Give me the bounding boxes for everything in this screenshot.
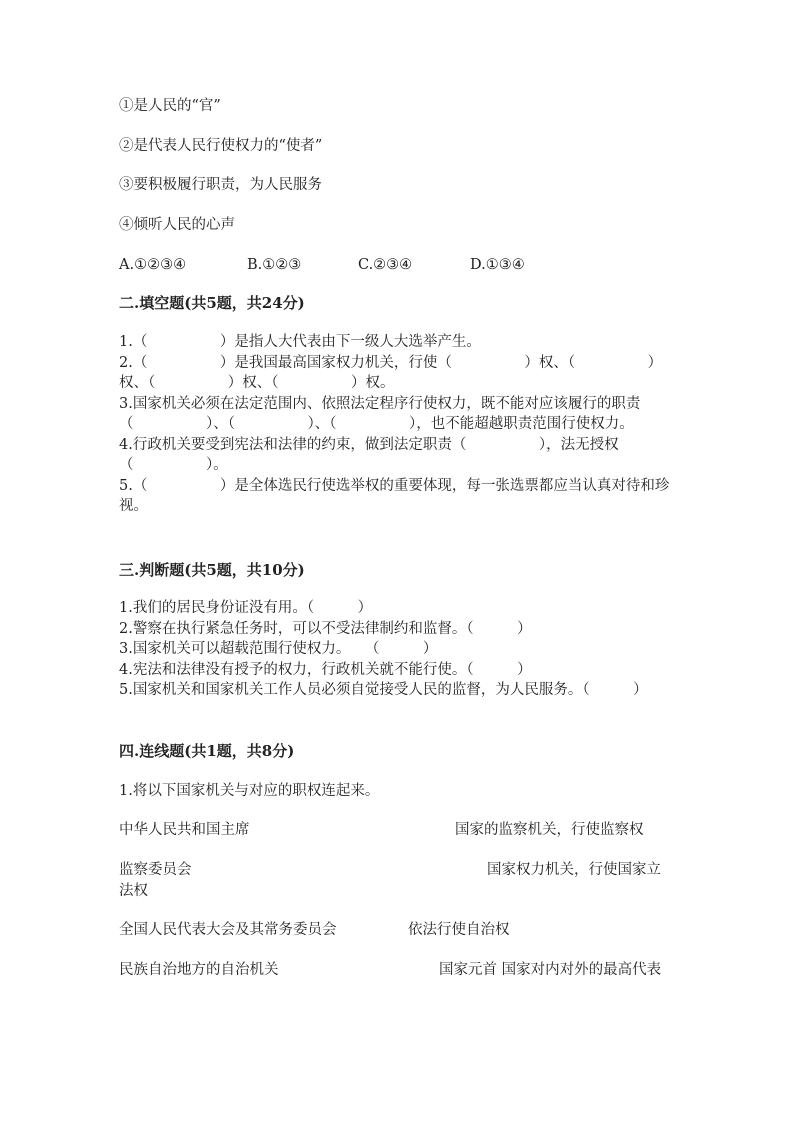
judgement-item: 2.警察在执行紧急任务时，可以不受法律制约和监督。（ ） xyxy=(119,620,532,637)
choice-a: A.①②③④ xyxy=(119,257,187,273)
matching-left-item: 民族自治地方的自治机关 xyxy=(119,962,279,978)
matching-right-item: 国家权力机关，行使国家立法权 xyxy=(119,862,661,899)
option-1: ①是人民的“官” xyxy=(119,98,221,114)
judgement-list xyxy=(119,598,674,701)
section-title-matching: 四.连线题(共1题，共8分) xyxy=(119,742,295,760)
option-2: ②是代表人民行使权力的“使者” xyxy=(119,138,323,154)
matching-left-item: 全国人民代表大会及其常务委员会 xyxy=(119,922,337,938)
matching-left-item: 中华人民共和国主席 xyxy=(119,822,250,838)
choice-d: D.①③④ xyxy=(470,257,525,273)
matching-right-item: 依法行使自治权 xyxy=(408,922,510,938)
matching-right-item: 国家元首 国家对内对外的最高代表 xyxy=(439,962,662,978)
section-title-judgement: 三.判断题(共5题，共10分) xyxy=(119,561,305,579)
matching-right-item: 国家的监察机关，行使监察权 xyxy=(455,822,644,838)
judgement-item: 1.我们的居民身份证没有用。（ ） xyxy=(119,600,373,616)
fill-blank-item: 3.国家机关必须在法定范围内、依照法定程序行使权力，既不能对应该履行的职责（ ）、（ ）、（ ），也不能超越职责范围行使权力。 xyxy=(119,395,641,432)
fill-blank-item: 4.行政机关要受到宪法和法律的约束，做到法定职责（ ），法无授权（ ）。 xyxy=(119,436,619,473)
judgement-item: 3.国家机关可以超载范围行使权力。 （ ） xyxy=(119,641,438,657)
fill-blank-item: 1.（ ）是指人大代表由下一级人大选举产生。 xyxy=(119,334,481,350)
matching-left-item: 监察委员会 xyxy=(119,862,192,878)
judgement-item: 4.宪法和法律没有授予的权力，行政机关就不能行使。（ ） xyxy=(119,661,532,678)
fill-blank-item: 2.（ ）是我国最高国家权力机关，行使（ ）权、（ ）权、（ ）权、（ ）权。 xyxy=(119,354,663,391)
matching-instruction: 1.将以下国家机关与对应的职权连起来。 xyxy=(119,783,380,799)
choice-b: B.①②③ xyxy=(247,257,302,273)
section-title-fill-blank: 二.填空题(共5题，共24分) xyxy=(119,294,305,312)
option-4: ④倾听人民的心声 xyxy=(119,217,235,233)
choice-c: C.②③④ xyxy=(358,257,413,273)
option-3: ③要积极履行职责，为人民服务 xyxy=(119,177,322,193)
judgement-item: 5.国家机关和国家机关工作人员必须自觉接受人民的监督，为人民服务。（ ） xyxy=(119,682,648,698)
fill-blank-list xyxy=(119,332,674,517)
fill-blank-item: 5.（ ）是全体选民行使选举权的重要体现，每一张选票都应当认真对待和珍视。 xyxy=(119,477,670,514)
